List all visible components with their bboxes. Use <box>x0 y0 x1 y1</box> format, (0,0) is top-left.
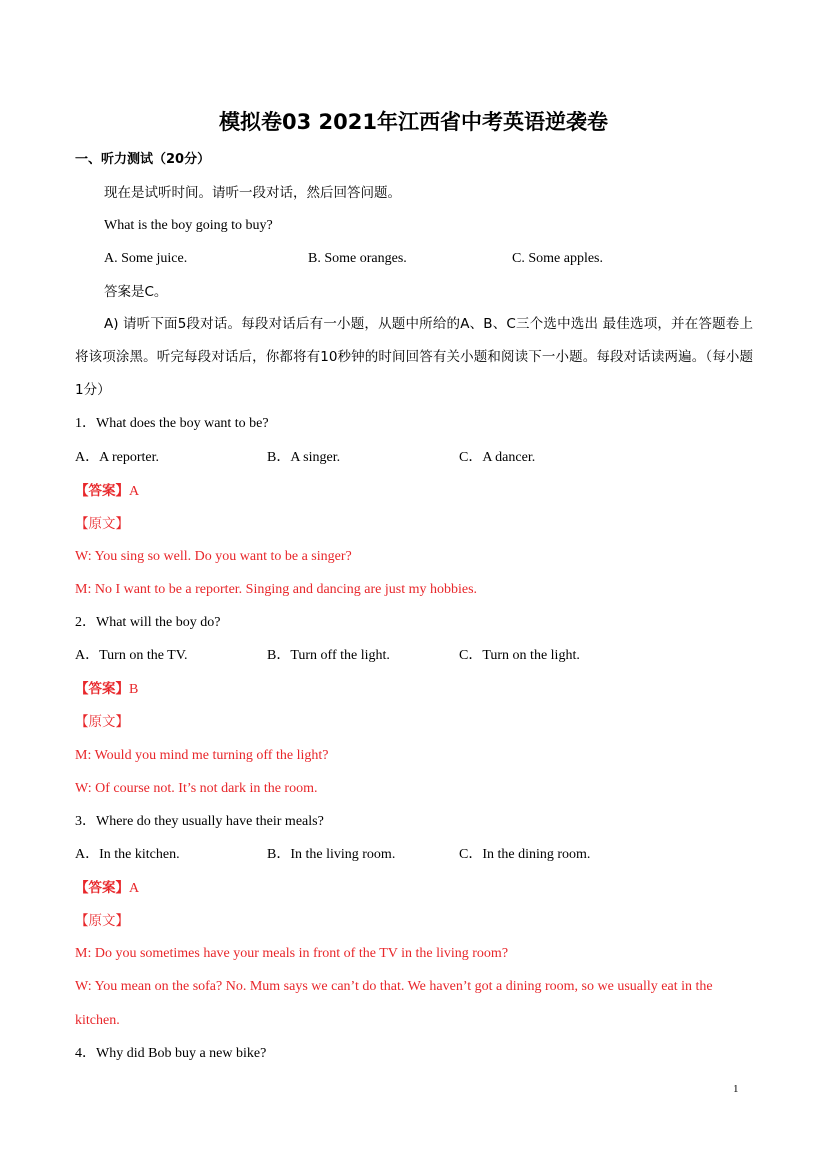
question-2 <box>75 613 220 633</box>
question-3-option-b: B．In the living room. <box>267 847 396 862</box>
question-1-option-c: C．A dancer. <box>459 450 536 465</box>
document-title: 模拟卷03 2021年江西省中考英语逆袭卷 <box>219 110 608 134</box>
question-2-option-a: A．Turn on the TV. <box>75 648 188 663</box>
question-1-transcript-line-1: W: You sing so well. Do you want to be a singer? <box>75 549 352 564</box>
answer-label: 【答案】 <box>75 681 129 697</box>
question-1-transcript-line-2: M: No I want to be a reporter. Singing and dancing are just my hobbies. <box>75 582 478 597</box>
question-text: What does the boy want to be? <box>96 416 269 431</box>
example-option-a: A. Some juice. <box>104 251 188 266</box>
section-heading-listening: 一、听力测试（20分） <box>75 152 211 167</box>
example-option-b: B. Some oranges. <box>308 251 407 266</box>
question-3-transcript-line-1: M: Do you sometimes have your meals in front of the TV in the living room? <box>75 946 509 961</box>
question-1-option-a: A．A reporter. <box>75 450 159 465</box>
question-3-original-label: 【原文】 <box>75 913 129 929</box>
question-2-option-b: B．Turn off the light. <box>267 648 390 663</box>
question-number: 2． <box>75 615 96 630</box>
question-3 <box>75 812 324 832</box>
example-question: What is the boy going to buy? <box>104 218 273 233</box>
question-text: Where do they usually have their meals? <box>96 814 324 829</box>
question-2-option-c: C．Turn on the light. <box>459 648 580 663</box>
question-number: 4． <box>75 1046 96 1061</box>
question-3-option-a: A．In the kitchen. <box>75 847 180 862</box>
question-3-answer <box>75 878 139 899</box>
question-text: What will the boy do? <box>96 615 221 630</box>
example-intro: 现在是试听时间。请听一段对话，然后回答问题。 <box>104 185 401 201</box>
example-answer: 答案是C。 <box>104 284 168 300</box>
question-1 <box>75 414 269 434</box>
page-number: 1 <box>733 1083 739 1095</box>
question-2-answer <box>75 679 138 700</box>
question-2-transcript-line-1: M: Would you mind me turning off the light? <box>75 748 329 763</box>
question-1-answer <box>75 481 139 502</box>
question-2-original-label: 【原文】 <box>75 714 129 730</box>
example-option-c: C. Some apples. <box>512 251 603 266</box>
question-3-transcript-line-3: kitchen. <box>75 1013 120 1028</box>
question-1-option-b: B．A singer. <box>267 450 341 465</box>
answer-label: 【答案】 <box>75 880 129 896</box>
question-4 <box>75 1044 266 1064</box>
question-3-transcript-line-2: W: You mean on the sofa? No. Mum says we can’t do that. We haven’t got a dining room, so we usually eat in the <box>75 979 713 994</box>
question-text: Why did Bob buy a new bike? <box>96 1046 267 1061</box>
section-instructions: A) 请听下面5段对话。每段对话后有一小题，从题中所给的A、B、C三个选中选出 最佳选项，并在答题卷上将该项涂黑。听完每段对话后，你都将有10秒钟的时间回答有关小题和阅读下一小题。每段对话读两遍。（每小题1分） <box>75 316 753 398</box>
answer-value: B <box>129 682 139 697</box>
question-1-original-label: 【原文】 <box>75 516 129 532</box>
answer-value: A <box>129 881 140 896</box>
question-number: 1． <box>75 416 96 431</box>
question-2-transcript-line-2: W: Of course not. It’s not dark in the room. <box>75 781 318 796</box>
answer-label: 【答案】 <box>75 483 129 499</box>
question-number: 3． <box>75 814 96 829</box>
answer-value: A <box>129 484 140 499</box>
question-3-option-c: C．In the dining room. <box>459 847 591 862</box>
